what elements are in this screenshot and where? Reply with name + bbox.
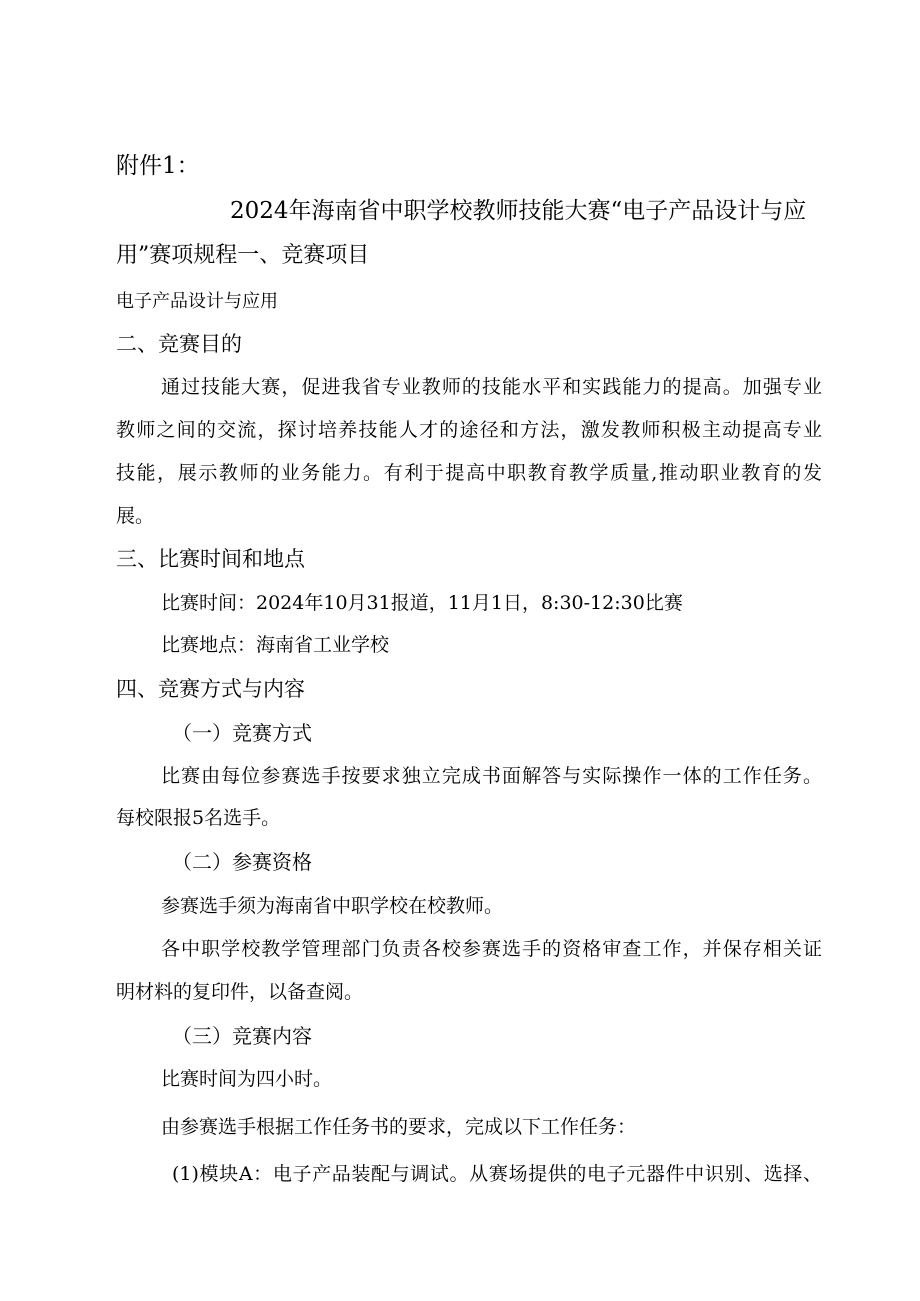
content-line-3: (1)模块A：电子产品装配与调试。从赛场提供的电子元器件中识别、选择、	[172, 1163, 822, 1185]
document-title-line-2: 用”赛项规程一、竞赛项目	[116, 243, 370, 268]
section-heading-method-content: 四、竞赛方式与内容	[116, 677, 305, 701]
document-title-line-1: 2024年海南省中职学校教师技能大赛“电子产品设计与应	[230, 198, 807, 224]
content-line-1: 比赛时间为四小时。	[161, 1068, 333, 1090]
subsection-heading-eligibility: （二）参赛资格	[172, 850, 312, 874]
section-heading-time-place: 三、比赛时间和地点	[116, 547, 305, 571]
competition-time: 比赛时间：2024年10月31报道，11月1日，8:30-12:30比赛	[161, 592, 683, 614]
purpose-line-1: 通过技能大赛，促进我省专业教师的技能水平和实践能力的提高。加强专业	[161, 376, 822, 398]
method-line-2: 每校限报5名选手。	[116, 807, 281, 829]
eligibility-line-1: 参赛选手须为海南省中职学校在校教师。	[161, 895, 504, 917]
purpose-line-3: 技能，展示教师的业务能力。有利于提高中职教育教学质量,推动职业教育的发	[116, 462, 822, 484]
section-heading-purpose: 二、竞赛目的	[116, 332, 242, 356]
purpose-line-2: 教师之间的交流，探讨培养技能人才的途径和方法，激发教师积极主动提高专业	[116, 419, 822, 441]
subsection-heading-method: （一）竞赛方式	[172, 721, 312, 745]
subsection-heading-content: （三）竞赛内容	[172, 1024, 312, 1048]
purpose-line-4: 展。	[116, 505, 155, 527]
competition-place: 比赛地点：海南省工业学校	[161, 634, 390, 656]
eligibility-line-2: 各中职学校教学管理部门负责各校参赛选手的资格审查工作，并保存相关证	[161, 938, 822, 960]
eligibility-line-3: 明材料的复印件，以备查阅。	[116, 981, 364, 1003]
project-name: 电子产品设计与应用	[116, 291, 278, 312]
attachment-label: 附件1：	[116, 153, 200, 179]
method-line-1: 比赛由每位参赛选手按要求独立完成书面解答与实际操作一体的工作任务。	[161, 765, 822, 787]
content-line-2: 由参赛选手根据工作任务书的要求，完成以下工作任务：	[161, 1116, 637, 1138]
